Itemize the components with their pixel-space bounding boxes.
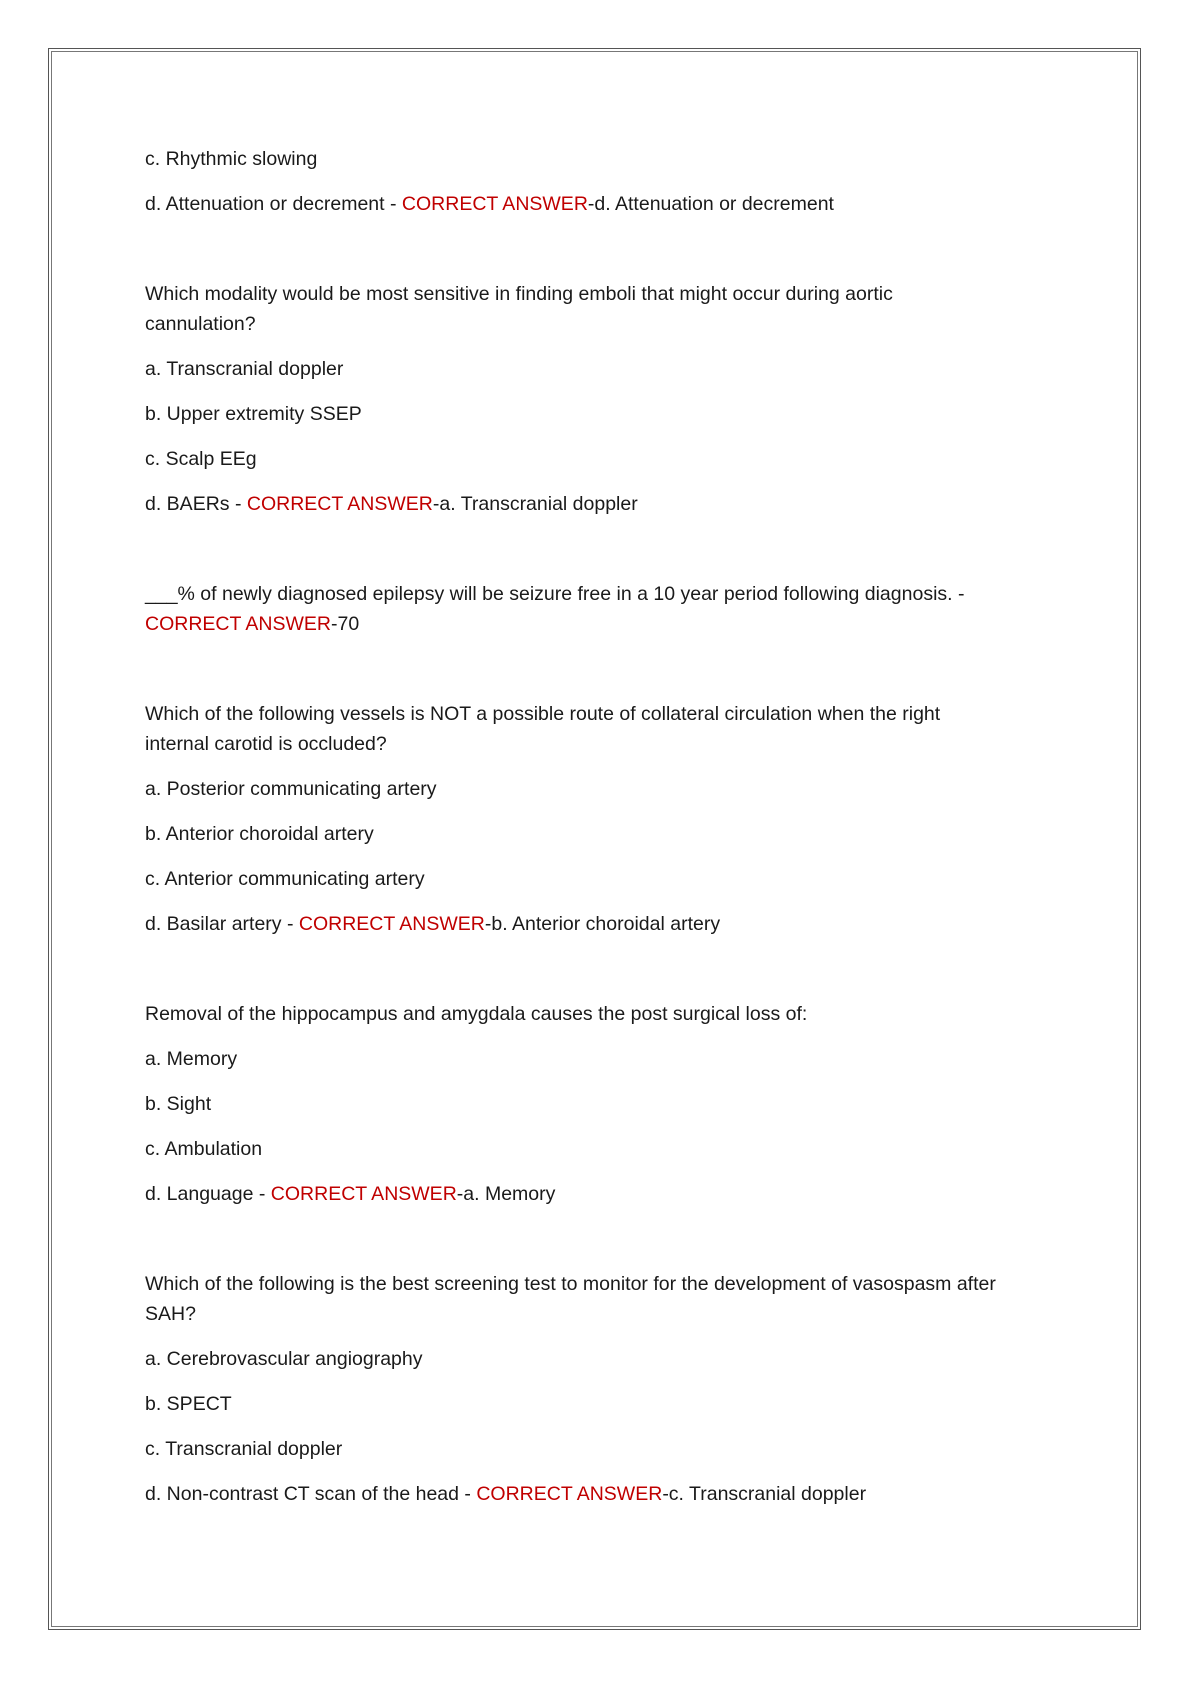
option-b: b. Anterior choroidal artery xyxy=(145,823,374,845)
answer-value: -a. Transcranial doppler xyxy=(432,493,638,515)
option-a: a. Cerebrovascular angiography xyxy=(145,1348,423,1370)
question-text: ___% of newly diagnosed epilepsy will be seizure free in a 10 year period following diagnosis. - xyxy=(145,583,965,605)
answer-value: -70 xyxy=(331,613,360,635)
option-b: b. Upper extremity SSEP xyxy=(145,403,362,425)
question-block xyxy=(145,1269,1065,1509)
option-text: d. Attenuation or decrement - xyxy=(145,193,402,215)
question-text: Which of the following is the best screening test to monitor for the development of vasospasm after SAH? xyxy=(145,1273,996,1325)
option-d-with-answer xyxy=(145,909,1065,939)
question-text: Which of the following vessels is NOT a possible route of collateral circulation when the right internal carotid is occluded? xyxy=(145,703,941,755)
option-text: d. BAERs - xyxy=(145,493,247,515)
document-content xyxy=(145,144,1065,1569)
correct-answer-label: CORRECT ANSWER xyxy=(401,193,588,215)
option-c: c. Ambulation xyxy=(145,1138,263,1160)
option-c: c. Transcranial doppler xyxy=(145,1438,343,1460)
question-with-answer xyxy=(145,579,1025,639)
question-block xyxy=(145,279,1065,519)
question-block xyxy=(145,699,1065,939)
option-c: c. Scalp EEg xyxy=(145,448,257,470)
option-c: c. Rhythmic slowing xyxy=(145,148,318,170)
option-d-with-answer xyxy=(145,1179,1065,1209)
option-d-with-answer xyxy=(145,489,1065,519)
option-c: c. Anterior communicating artery xyxy=(145,868,425,890)
question-block xyxy=(145,144,1065,219)
question-text: Removal of the hippocampus and amygdala causes the post surgical loss of: xyxy=(145,1003,808,1025)
option-text: d. Language - xyxy=(145,1183,271,1205)
correct-answer-label: CORRECT ANSWER xyxy=(270,1183,457,1205)
answer-value: -d. Attenuation or decrement xyxy=(587,193,834,215)
option-d-with-answer xyxy=(145,189,1065,219)
option-a: a. Transcranial doppler xyxy=(145,358,344,380)
answer-value: -c. Transcranial doppler xyxy=(662,1483,867,1505)
answer-value: -a. Memory xyxy=(456,1183,556,1205)
option-text: d. Non-contrast CT scan of the head - xyxy=(145,1483,477,1505)
question-text: Which modality would be most sensitive in finding emboli that might occur during aortic cannulation? xyxy=(145,283,893,335)
correct-answer-label: CORRECT ANSWER xyxy=(298,913,485,935)
correct-answer-label: CORRECT ANSWER xyxy=(145,613,331,635)
option-text: d. Basilar artery - xyxy=(145,913,299,935)
question-block xyxy=(145,579,1065,639)
answer-value: -b. Anterior choroidal artery xyxy=(484,913,721,935)
option-a: a. Memory xyxy=(145,1048,238,1070)
question-block xyxy=(145,999,1065,1209)
option-b: b. SPECT xyxy=(145,1393,232,1415)
option-a: a. Posterior communicating artery xyxy=(145,778,437,800)
correct-answer-label: CORRECT ANSWER xyxy=(476,1483,663,1505)
correct-answer-label: CORRECT ANSWER xyxy=(246,493,433,515)
option-b: b. Sight xyxy=(145,1093,212,1115)
option-d-with-answer xyxy=(145,1479,1065,1509)
